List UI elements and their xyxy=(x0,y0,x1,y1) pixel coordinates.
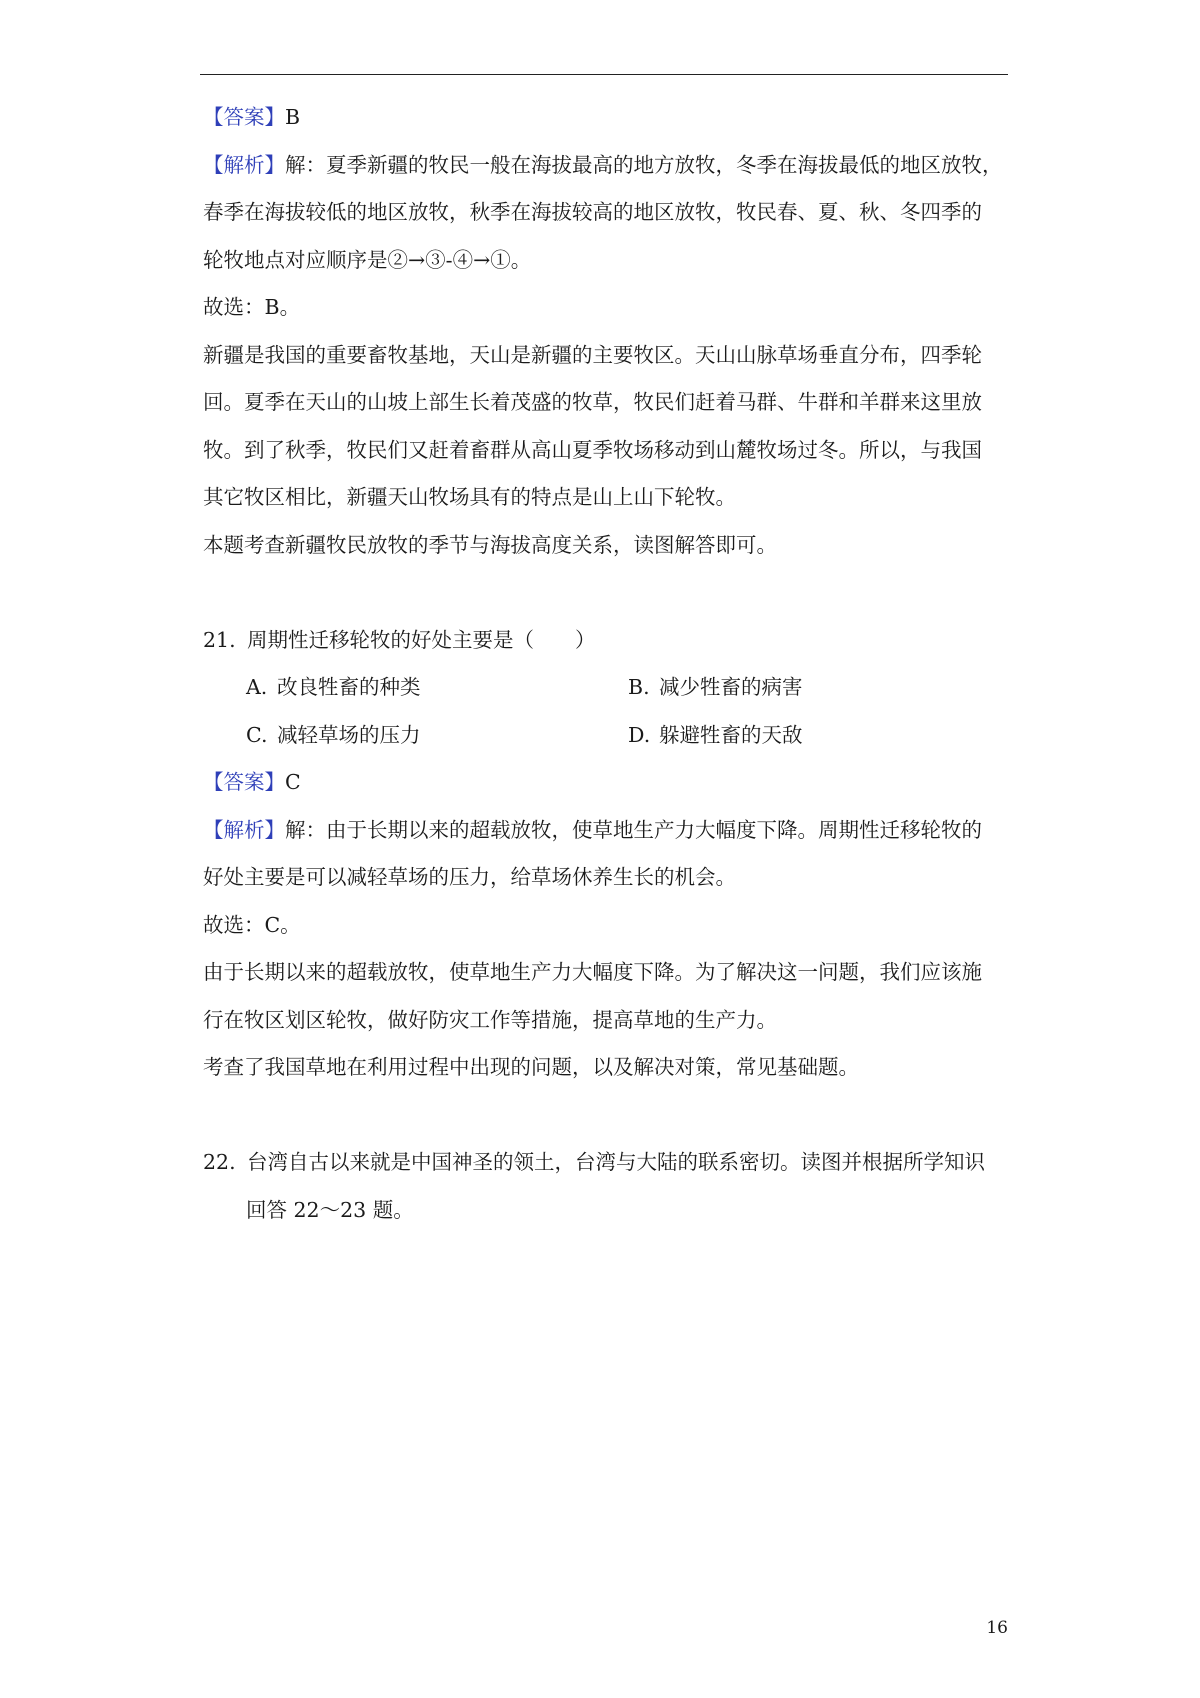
q20-explain-line-4: 其它牧区相比，新疆天山牧场具有的特点是山上山下轮牧。 xyxy=(203,485,736,509)
q21-choice-line: 故选：C。 xyxy=(203,912,301,937)
answer-tag: 【答案】 xyxy=(203,105,285,129)
q21-options xyxy=(203,664,1008,759)
q21-stem xyxy=(203,617,1008,665)
option-c xyxy=(246,712,628,760)
question-number: 22. xyxy=(203,1150,236,1174)
q21-answer-line xyxy=(203,759,1008,807)
analysis-tag: 【解析】 xyxy=(203,152,285,177)
question-stem: 周期性迁移轮牧的好处主要是（ ） xyxy=(247,627,596,652)
q20-analysis-line-2: 春季在海拔较低的地区放牧，秋季在海拔较高的地区放牧，牧民春、夏、秋、冬四季的 xyxy=(203,200,982,224)
analysis-text: 解：由于长期以来的超载放牧，使草地生产力大幅度下降。周期性迁移轮牧的 xyxy=(285,817,982,842)
question-number: 21. xyxy=(203,627,236,652)
q21-explain-line-2: 行在牧区划区轮牧，做好防灾工作等措施，提高草地的生产力。 xyxy=(203,1007,777,1032)
q20-analysis-line-1 xyxy=(203,142,1008,190)
option-letter: B. xyxy=(628,675,650,699)
q20-summary-line: 本题考查新疆牧民放牧的季节与海拔高度关系，读图解答即可。 xyxy=(203,532,777,557)
q20-explain-line-2: 回。夏季在天山的山坡上部生长着茂盛的牧草，牧民们赶着马群、牛群和羊群来这里放 xyxy=(203,390,982,414)
document-body xyxy=(203,94,1008,1234)
option-letter: A. xyxy=(246,675,268,699)
option-b xyxy=(628,664,1010,712)
option-row xyxy=(246,712,1008,760)
q21-analysis-line-1 xyxy=(203,807,1008,855)
answer-tag: 【答案】 xyxy=(203,770,285,794)
q20-explain-line-3: 牧。到了秋季，牧民们又赶着畜群从高山夏季牧场移动到山麓牧场过冬。所以，与我国 xyxy=(203,437,982,462)
option-letter: D. xyxy=(628,722,651,747)
q22-stem-line-1 xyxy=(203,1139,1008,1187)
analysis-tag: 【解析】 xyxy=(203,817,285,842)
answer-value: B xyxy=(285,105,301,129)
spacer xyxy=(203,569,1008,617)
q20-answer-line xyxy=(203,94,1008,142)
option-text: 减少牲畜的病害 xyxy=(659,675,803,699)
header-rule xyxy=(200,74,1008,75)
q21-analysis-line-2: 好处主要是可以减轻草场的压力，给草场休养生长的机会。 xyxy=(203,865,736,889)
spacer xyxy=(203,1092,1008,1140)
q20-explain-line-1: 新疆是我国的重要畜牧基地，天山是新疆的主要牧区。天山山脉草场垂直分布，四季轮 xyxy=(203,342,982,367)
q20-choice-line: 故选：B。 xyxy=(203,295,301,319)
option-text: 减轻草场的压力 xyxy=(277,722,421,747)
page-number: 16 xyxy=(986,1618,1008,1638)
option-a xyxy=(246,664,628,712)
option-text: 改良牲畜的种类 xyxy=(277,675,421,699)
question-stem: 台湾自古以来就是中国神圣的领土，台湾与大陆的联系密切。读图并根据所学知识 xyxy=(247,1150,985,1174)
q21-summary-line: 考查了我国草地在利用过程中出现的问题，以及解决对策，常见基础题。 xyxy=(203,1055,859,1079)
option-text: 躲避牲畜的天敌 xyxy=(659,722,803,747)
q21-explain-line-1: 由于长期以来的超载放牧，使草地生产力大幅度下降。为了解决这一问题，我们应该施 xyxy=(203,960,982,984)
option-d xyxy=(628,712,1010,760)
answer-value: C xyxy=(285,770,301,794)
q20-analysis-line-3: 轮牧地点对应顺序是②→③-④→①。 xyxy=(203,247,532,272)
option-row xyxy=(246,664,1008,712)
q22-stem-line-2: 回答 22～23 题。 xyxy=(246,1197,414,1222)
analysis-text: 解：夏季新疆的牧民一般在海拔最高的地方放牧，冬季在海拔最低的地区放牧， xyxy=(285,152,1003,177)
option-letter: C. xyxy=(246,722,268,747)
